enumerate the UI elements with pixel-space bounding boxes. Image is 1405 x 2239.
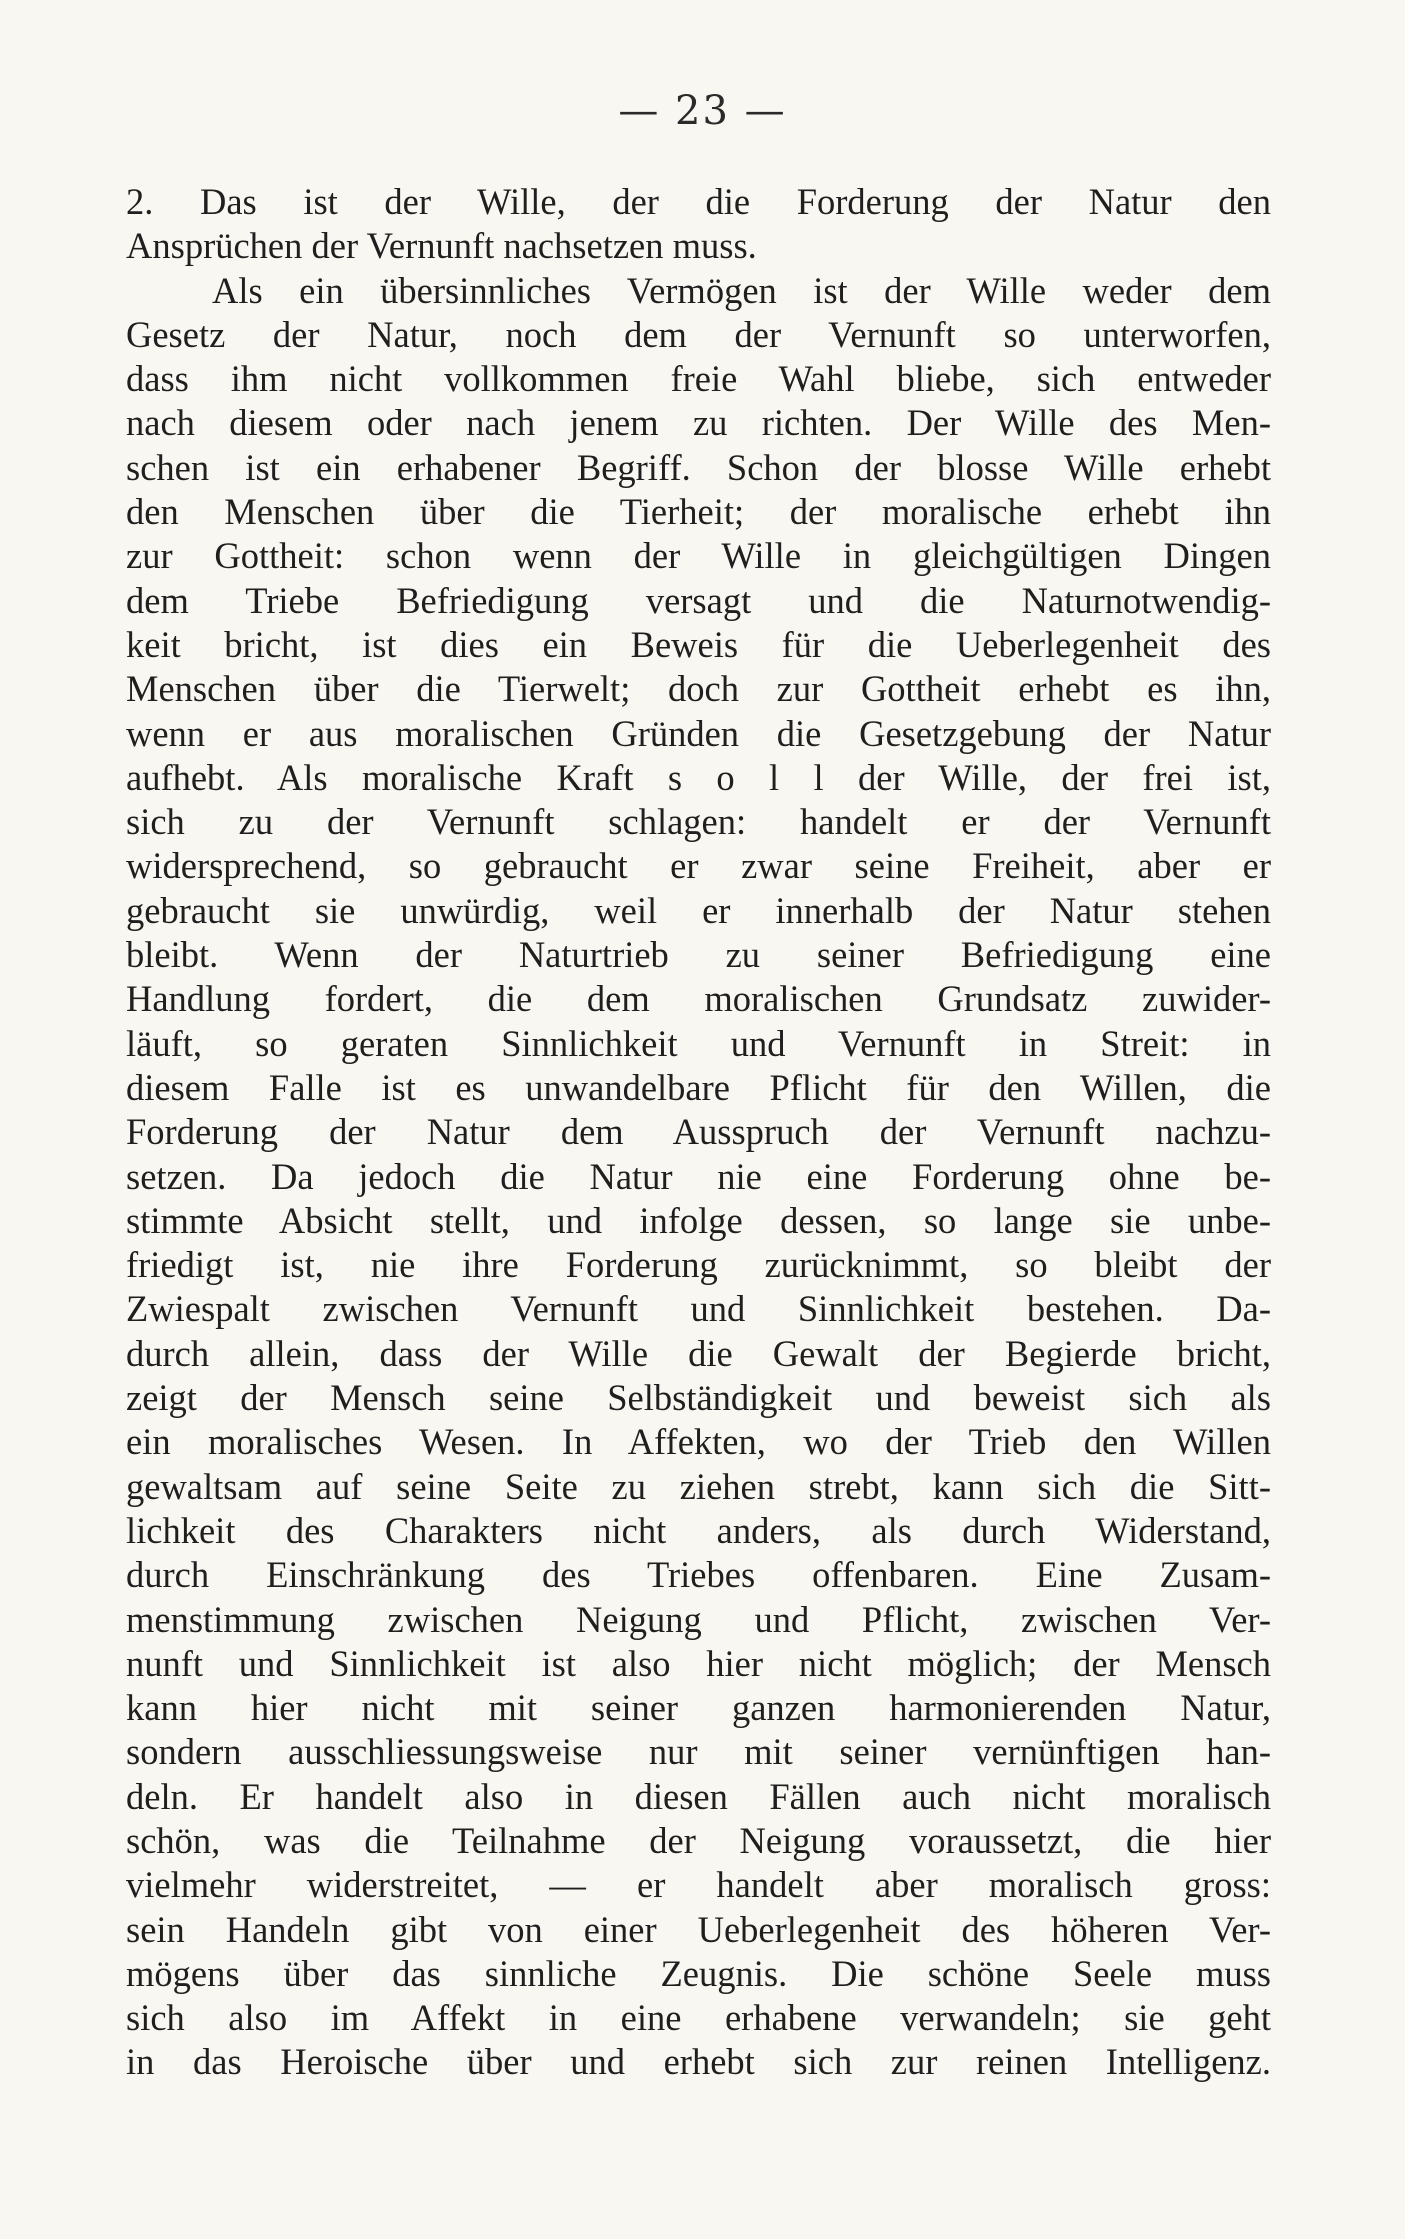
text-line: friedigt ist, nie ihre Forderung zurücknimmt, so bleibt der [126,1244,1271,1286]
text-line: den Menschen über die Tierheit; der moralische erhebt ihn [126,491,1271,533]
text-line: schen ist ein erhabener Begriff. Schon der blosse Wille erhebt [126,446,1271,488]
text-line: mögens über das sinnliche Zeugnis. Die schöne Seele muss [126,1952,1271,1994]
text-line: widersprechend, so gebraucht er zwar seine Freiheit, aber er [126,845,1271,887]
text-line: nach diesem oder nach jenem zu richten. Der Wille des Men- [126,402,1271,444]
text-line: schön, was die Teilnahme der Neigung voraussetzt, die hier [126,1819,1271,1861]
text-line: sich zu der Vernunft schlagen: handelt er der Vernunft [126,801,1271,843]
text-line: in das Heroische über und erhebt sich zur reinen Intelligenz. [126,2041,1271,2083]
text-line: ein moralisches Wesen. In Affekten, wo der Trieb den Willen [126,1421,1271,1463]
text-line: gebraucht sie unwürdig, weil er innerhalb der Natur stehen [126,889,1271,931]
text-line: Zwiespalt zwischen Vernunft und Sinnlichkeit bestehen. Da- [126,1288,1271,1330]
text-line: zeigt der Mensch seine Selbständigkeit und beweist sich als [126,1377,1271,1419]
page-number: — 23 — [618,88,787,134]
text-line: 2. Das ist der Wille, der die Forderung der Natur den [126,181,1271,222]
text-line: Menschen über die Tierwelt; doch zur Gottheit erhebt es ihn, [126,668,1271,710]
text-line: wenn er aus moralischen Gründen die Gesetzgebung der Natur [126,712,1271,754]
text-line: aufhebt. Als moralische Kraft s o l l der Wille, der frei ist, [126,756,1271,798]
text-line: läuft, so geraten Sinnlichkeit und Vernunft in Streit: in [126,1022,1271,1064]
text-line: Gesetz der Natur, noch dem der Vernunft so unterworfen, [126,313,1271,355]
text-line: gewaltsam auf seine Seite zu ziehen strebt, kann sich die Sitt- [126,1465,1271,1507]
text-line: diesem Falle ist es unwandelbare Pflicht für den Willen, die [126,1066,1271,1108]
text-line: nunft und Sinnlichkeit ist also hier nicht möglich; der Mensch [126,1642,1271,1684]
text-line: sich also im Affekt in eine erhabene verwandeln; sie geht [126,1997,1271,2039]
text-line: kann hier nicht mit seiner ganzen harmonierenden Natur, [126,1687,1271,1729]
text-line: zur Gottheit: schon wenn der Wille in gleichgültigen Dingen [126,535,1271,577]
text-line: keit bricht, ist dies ein Beweis für die Ueberlegenheit des [126,623,1271,665]
text-line: dem Triebe Befriedigung versagt und die Naturnotwendig- [126,579,1271,621]
text-line: setzen. Da jedoch die Natur nie eine Forderung ohne be- [126,1155,1271,1197]
text-line: Als ein übersinnliches Vermögen ist der Wille weder dem [212,269,1271,311]
text-line: stimmte Absicht stellt, und infolge dessen, so lange sie unbe- [126,1199,1271,1241]
text-line: durch Einschränkung des Triebes offenbaren. Eine Zusam- [126,1554,1271,1596]
text-line: sondern ausschliessungsweise nur mit seiner vernünftigen han- [126,1731,1271,1773]
body-text [126,180,1271,2085]
text-line: Forderung der Natur dem Ausspruch der Vernunft nachzu- [126,1111,1271,1153]
text-line: vielmehr widerstreitet, — er handelt aber moralisch gross: [126,1864,1271,1906]
text-line: dass ihm nicht vollkommen freie Wahl bliebe, sich entweder [126,358,1271,400]
text-line: Handlung fordert, die dem moralischen Grundsatz zuwider- [126,978,1271,1020]
text-line: lichkeit des Charakters nicht anders, als durch Widerstand, [126,1509,1271,1551]
text-line: Ansprüchen der Vernunft nachsetzen muss. [126,225,757,267]
text-line: menstimmung zwischen Neigung und Pflicht, zwischen Ver- [126,1598,1271,1640]
text-line: durch allein, dass der Wille die Gewalt der Begierde bricht, [126,1332,1271,1374]
text-line: sein Handeln gibt von einer Ueberlegenheit des höheren Ver- [126,1908,1271,1950]
text-line: bleibt. Wenn der Naturtrieb zu seiner Befriedigung eine [126,934,1271,976]
text-line: deln. Er handelt also in diesen Fällen auch nicht moralisch [126,1775,1271,1817]
